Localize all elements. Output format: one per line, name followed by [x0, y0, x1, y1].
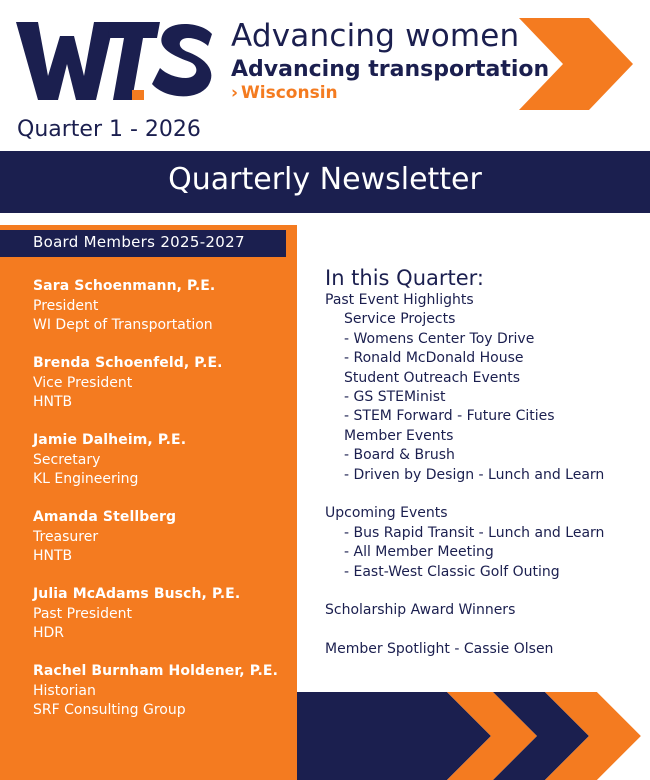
tagline-advancing-transportation: Advancing transportation [231, 57, 550, 82]
board-heading: Board Members 2025-2027 [33, 233, 245, 251]
member-org: HNTB [33, 394, 73, 410]
member-org: HNTB [33, 548, 73, 564]
spacer [325, 485, 645, 504]
upcoming-events-heading: Upcoming Events [325, 505, 448, 522]
spacer [325, 582, 645, 601]
chevron-band-icon [297, 692, 650, 780]
scholarship-heading: Scholarship Award Winners [325, 602, 516, 619]
service-projects-heading: Service Projects [344, 311, 456, 328]
chevron-right-icon: › [231, 83, 239, 103]
list-item: - Driven by Design - Lunch and Learn [344, 466, 605, 483]
member-name: Brenda Schoenfeld, P.E. [33, 355, 223, 371]
list-item: - All Member Meeting [344, 544, 494, 561]
member-role: Vice President [33, 374, 133, 391]
list-item: - Board & Brush [344, 447, 455, 464]
student-outreach-heading: Student Outreach Events [344, 369, 521, 386]
past-events-heading: Past Event Highlights [325, 292, 474, 308]
spacer [325, 621, 645, 640]
list-item: - East-West Classic Golf Outing [344, 563, 560, 580]
chapter-label [231, 83, 338, 103]
board-member [33, 662, 293, 721]
board-member [33, 277, 293, 336]
page-title: Quarterly Newsletter [168, 162, 482, 197]
board-member [33, 508, 293, 567]
list-item: - GS STEMinist [344, 389, 446, 406]
wts-logo [14, 16, 214, 108]
member-name: Jamie Dalheim, P.E. [33, 432, 187, 448]
member-role: President [33, 297, 99, 314]
member-org: KL Engineering [33, 471, 139, 487]
list-item: - Ronald McDonald House [344, 350, 524, 367]
list-item: - Womens Center Toy Drive [344, 330, 535, 347]
board-member [33, 431, 293, 490]
list-item: - Bus Rapid Transit - Lunch and Learn [344, 524, 605, 541]
member-name: Sara Schoenmann, P.E. [33, 278, 216, 294]
board-member [33, 354, 293, 413]
chevron-arrow-icon [519, 18, 635, 110]
member-org: WI Dept of Transportation [33, 317, 213, 333]
contents-list [325, 265, 645, 660]
member-role: Past President [33, 605, 132, 622]
tagline-advancing-women: Advancing women [231, 18, 520, 54]
spotlight-heading: Member Spotlight - Cassie Olsen [325, 641, 554, 658]
member-role: Treasurer [33, 528, 99, 545]
quarter-label: Quarter 1 - 2026 [17, 117, 201, 142]
member-role: Secretary [33, 451, 101, 468]
member-org: HDR [33, 625, 65, 641]
board-member [33, 585, 293, 644]
member-name: Rachel Burnham Holdener, P.E. [33, 663, 278, 679]
newsletter-header [0, 0, 650, 150]
member-name: Amanda Stellberg [33, 509, 177, 525]
chapter-name: Wisconsin [241, 83, 338, 103]
contents-title: In this Quarter: [325, 266, 485, 290]
member-events-heading: Member Events [344, 427, 454, 444]
member-name: Julia McAdams Busch, P.E. [33, 586, 241, 602]
member-role: Historian [33, 682, 96, 699]
member-org: SRF Consulting Group [33, 702, 186, 718]
list-item: - STEM Forward - Future Cities [344, 408, 555, 425]
